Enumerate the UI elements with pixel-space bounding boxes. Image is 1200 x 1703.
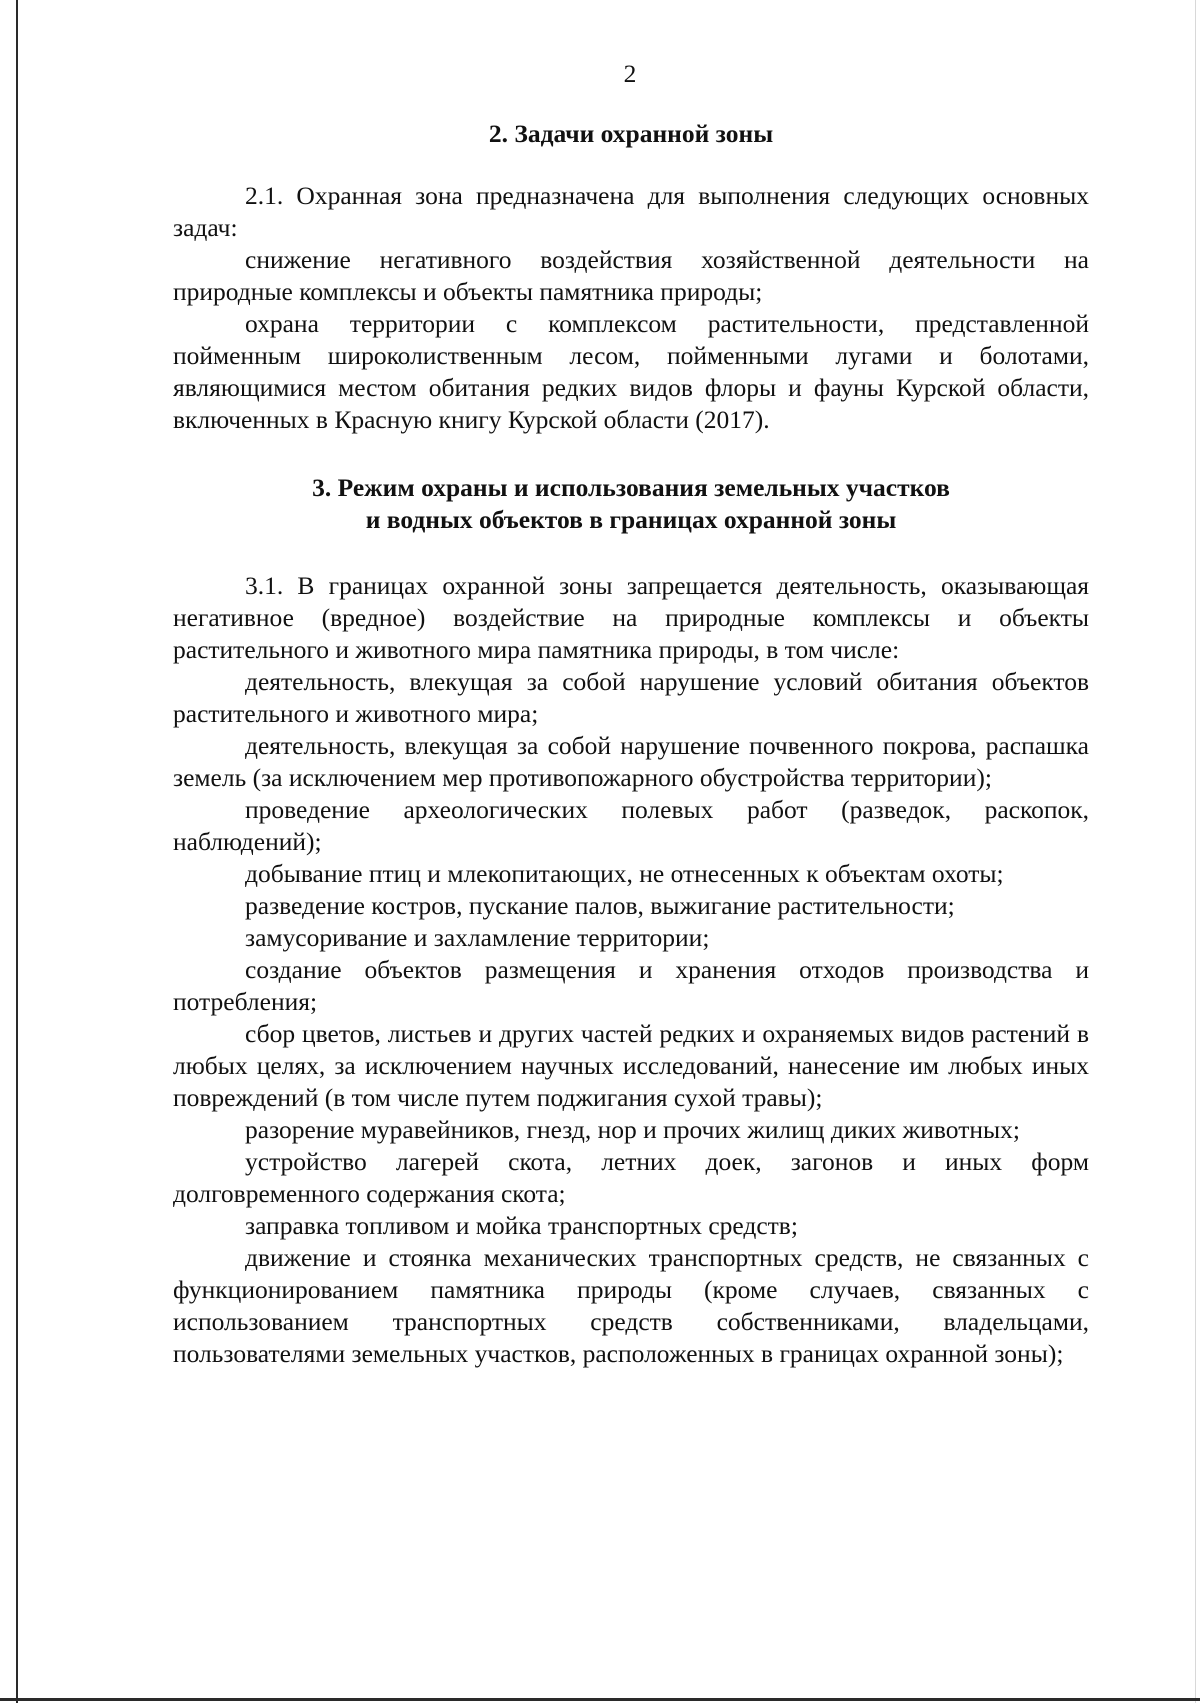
scan-edge-right [1195, 0, 1196, 1703]
prohibited-item-1: деятельность, влекущая за собой нарушение условий обитания объектов растительного и животного мира; [173, 667, 1089, 728]
prohibited-item-8: сбор цветов, листьев и других частей редких и охраняемых видов растений в любых целях, за исключением научных исследований, нанесение им любых иных повреждений (в том числе путем поджигания сухой травы); [173, 1019, 1089, 1112]
prohibited-item-10: устройство лагерей скота, летних доек, загонов и иных форм долговременного содержания скота; [173, 1147, 1089, 1208]
page-number: 2 [623, 59, 637, 88]
prohibited-item-7: создание объектов размещения и хранения отходов производства и потребления; [173, 955, 1089, 1016]
section-3-heading-line-2: и водных объектов в границах охранной зоны [365, 505, 897, 534]
section-2-heading: 2. Задачи охранной зоны [488, 119, 774, 148]
paragraph-task-1: снижение негативного воздействия хозяйственной деятельности на природные комплексы и объекты памятника природы; [173, 245, 1089, 306]
section-3-heading-line-1: 3. Режим охраны и использования земельных участков [312, 473, 950, 502]
prohibited-item-3: проведение археологических полевых работ (разведок, раскопок, наблюдений); [173, 795, 1089, 856]
prohibited-item-5: разведение костров, пускание палов, выжигание растительности; [245, 891, 955, 920]
section-3-heading [173, 472, 1089, 536]
prohibited-item-11: заправка топливом и мойка транспортных средств; [245, 1211, 798, 1240]
document-body [173, 118, 1089, 1370]
prohibited-item-2: деятельность, влекущая за собой нарушение почвенного покрова, распашка земель (за исключением мер противопожарного обустройства территории); [173, 731, 1089, 792]
prohibited-item-6: замусоривание и захламление территории; [245, 923, 710, 952]
prohibited-item-4: добывание птиц и млекопитающих, не отнесенных к объектам охоты; [245, 859, 1004, 888]
prohibited-item-12: движение и стоянка механических транспортных средств, не связанных с функционированием памятника природы (кроме случаев, связанных с использованием транспортных средств собственниками, владельцами, пользователями земельных участков, расположенных в границах охранной зоны); [173, 1243, 1089, 1368]
prohibited-item-9: разорение муравейников, гнезд, нор и прочих жилищ диких животных; [245, 1115, 1020, 1144]
paragraph-2-1: 2.1. Охранная зона предназначена для выполнения следующих основных задач: [173, 181, 1089, 242]
paragraph-task-2: охрана территории с комплексом растительности, представленной пойменным широколиственным лесом, пойменными лугами и болотами, являющимися местом обитания редких видов флоры и фауны Курской области, включенных в Красную книгу Курской области (2017). [173, 309, 1089, 434]
paragraph-3-1: 3.1. В границах охранной зоны запрещается деятельность, оказывающая негативное (вредное) воздействие на природные комплексы и объекты растительного и животного мира памятника природы, в том числе: [173, 571, 1089, 664]
scan-edge-left [16, 0, 18, 1703]
scan-edge-bottom [0, 1698, 1200, 1701]
